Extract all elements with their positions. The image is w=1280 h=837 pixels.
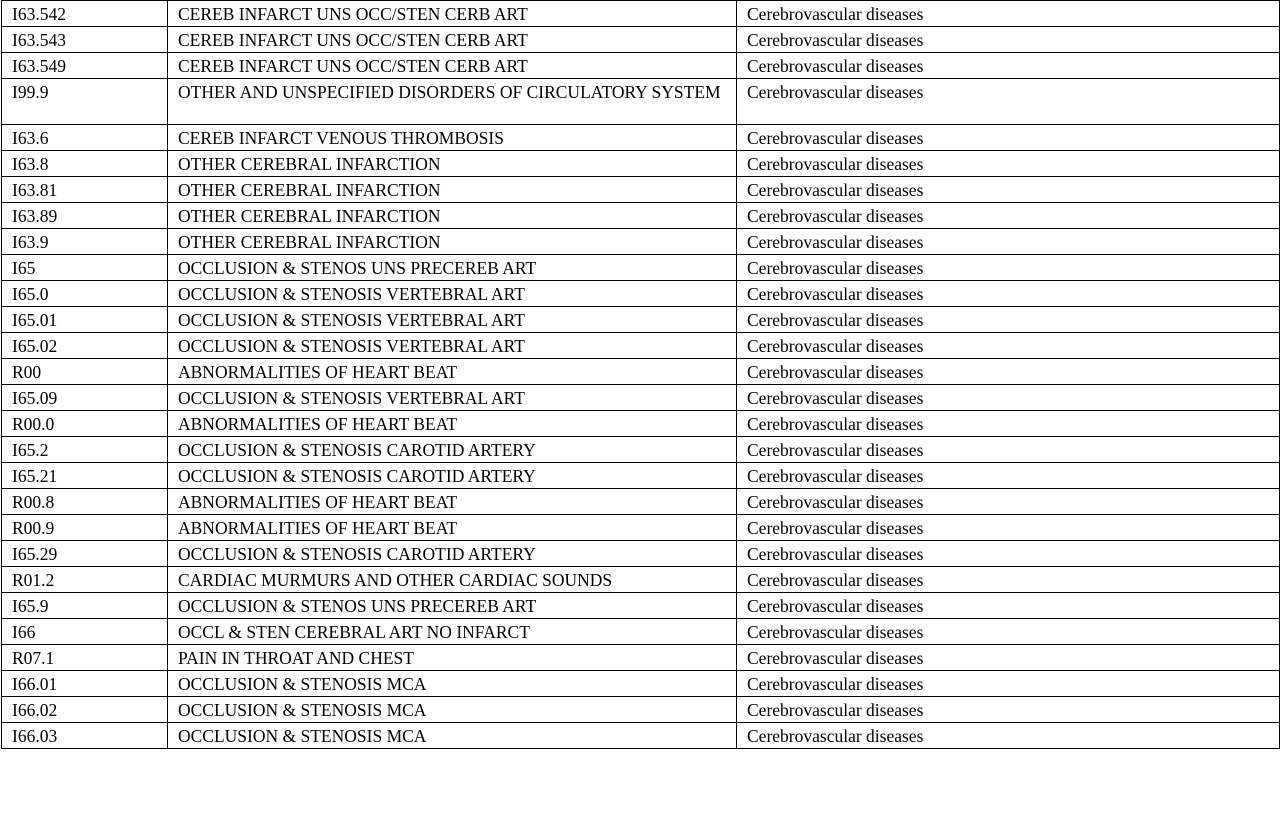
code-cell: R00.8: [2, 489, 168, 515]
category-cell: Cerebrovascular diseases: [737, 437, 1280, 463]
category-cell: Cerebrovascular diseases: [737, 177, 1280, 203]
table-row: [2, 385, 1280, 411]
description-cell: OTHER CEREBRAL INFARCTION: [168, 177, 737, 203]
description-cell: ABNORMALITIES OF HEART BEAT: [168, 359, 737, 385]
category-cell: Cerebrovascular diseases: [737, 203, 1280, 229]
code-cell: I65.09: [2, 385, 168, 411]
description-cell: OCCL & STEN CEREBRAL ART NO INFARCT: [168, 619, 737, 645]
code-cell: I63.8: [2, 151, 168, 177]
code-cell: R07.1: [2, 645, 168, 671]
description-cell: OCCLUSION & STENOSIS VERTEBRAL ART: [168, 307, 737, 333]
table-row: [2, 79, 1280, 125]
code-cell: I65.29: [2, 541, 168, 567]
code-cell: I65.21: [2, 463, 168, 489]
table-row: [2, 359, 1280, 385]
category-cell: Cerebrovascular diseases: [737, 307, 1280, 333]
category-cell: Cerebrovascular diseases: [737, 619, 1280, 645]
table-row: [2, 1, 1280, 27]
table-row: [2, 567, 1280, 593]
category-cell: Cerebrovascular diseases: [737, 697, 1280, 723]
code-cell: I65.2: [2, 437, 168, 463]
code-cell: I63.542: [2, 1, 168, 27]
description-cell: OCCLUSION & STENOSIS VERTEBRAL ART: [168, 385, 737, 411]
table-row: [2, 27, 1280, 53]
description-cell: OCCLUSION & STENOSIS MCA: [168, 671, 737, 697]
table-row: [2, 333, 1280, 359]
category-cell: Cerebrovascular diseases: [737, 229, 1280, 255]
table-row: [2, 489, 1280, 515]
category-cell: Cerebrovascular diseases: [737, 125, 1280, 151]
description-cell: CEREB INFARCT UNS OCC/STEN CERB ART: [168, 27, 737, 53]
description-cell: OCCLUSION & STENOS UNS PRECEREB ART: [168, 255, 737, 281]
table-row: [2, 177, 1280, 203]
category-cell: Cerebrovascular diseases: [737, 333, 1280, 359]
code-cell: R01.2: [2, 567, 168, 593]
description-cell: OTHER CEREBRAL INFARCTION: [168, 203, 737, 229]
category-cell: Cerebrovascular diseases: [737, 645, 1280, 671]
description-cell: OCCLUSION & STENOSIS VERTEBRAL ART: [168, 281, 737, 307]
description-cell: CARDIAC MURMURS AND OTHER CARDIAC SOUNDS: [168, 567, 737, 593]
description-cell: OCCLUSION & STENOSIS CAROTID ARTERY: [168, 437, 737, 463]
description-cell: CEREB INFARCT UNS OCC/STEN CERB ART: [168, 53, 737, 79]
code-cell: I65.9: [2, 593, 168, 619]
table-row: [2, 723, 1280, 749]
description-cell: ABNORMALITIES OF HEART BEAT: [168, 489, 737, 515]
table-row: [2, 255, 1280, 281]
table-row: [2, 619, 1280, 645]
table-row: [2, 593, 1280, 619]
category-cell: Cerebrovascular diseases: [737, 593, 1280, 619]
code-cell: I63.9: [2, 229, 168, 255]
category-cell: Cerebrovascular diseases: [737, 411, 1280, 437]
table-row: [2, 463, 1280, 489]
code-cell: I65.0: [2, 281, 168, 307]
category-cell: Cerebrovascular diseases: [737, 567, 1280, 593]
category-cell: Cerebrovascular diseases: [737, 79, 1280, 125]
code-cell: I65.01: [2, 307, 168, 333]
category-cell: Cerebrovascular diseases: [737, 463, 1280, 489]
description-cell: ABNORMALITIES OF HEART BEAT: [168, 515, 737, 541]
code-cell: R00.9: [2, 515, 168, 541]
description-cell: CEREB INFARCT VENOUS THROMBOSIS: [168, 125, 737, 151]
description-cell: OCCLUSION & STENOS UNS PRECEREB ART: [168, 593, 737, 619]
description-cell: OCCLUSION & STENOSIS VERTEBRAL ART: [168, 333, 737, 359]
description-cell: OTHER AND UNSPECIFIED DISORDERS OF CIRCULATORY SYSTEM: [168, 79, 737, 125]
description-cell: PAIN IN THROAT AND CHEST: [168, 645, 737, 671]
code-cell: R00.0: [2, 411, 168, 437]
description-cell: OCCLUSION & STENOSIS CAROTID ARTERY: [168, 541, 737, 567]
table-row: [2, 541, 1280, 567]
table-row: [2, 437, 1280, 463]
code-cell: I66.03: [2, 723, 168, 749]
table-row: [2, 645, 1280, 671]
code-cell: R00: [2, 359, 168, 385]
code-cell: I66: [2, 619, 168, 645]
description-cell: CEREB INFARCT UNS OCC/STEN CERB ART: [168, 1, 737, 27]
code-cell: I63.89: [2, 203, 168, 229]
category-cell: Cerebrovascular diseases: [737, 151, 1280, 177]
table-row: [2, 307, 1280, 333]
table-row: [2, 53, 1280, 79]
category-cell: Cerebrovascular diseases: [737, 385, 1280, 411]
code-cell: I66.01: [2, 671, 168, 697]
table-row: [2, 515, 1280, 541]
category-cell: Cerebrovascular diseases: [737, 359, 1280, 385]
code-cell: I63.543: [2, 27, 168, 53]
description-cell: OCCLUSION & STENOSIS MCA: [168, 697, 737, 723]
table-row: [2, 151, 1280, 177]
code-cell: I66.02: [2, 697, 168, 723]
table-row: [2, 229, 1280, 255]
category-cell: Cerebrovascular diseases: [737, 27, 1280, 53]
table-row: [2, 411, 1280, 437]
description-cell: OTHER CEREBRAL INFARCTION: [168, 151, 737, 177]
code-cell: I63.549: [2, 53, 168, 79]
description-cell: OCCLUSION & STENOSIS CAROTID ARTERY: [168, 463, 737, 489]
diagnosis-code-table: [1, 0, 1280, 749]
code-cell: I63.6: [2, 125, 168, 151]
table-row: [2, 697, 1280, 723]
code-cell: I99.9: [2, 79, 168, 125]
table-row: [2, 125, 1280, 151]
description-cell: OCCLUSION & STENOSIS MCA: [168, 723, 737, 749]
table-body: [2, 1, 1280, 749]
code-cell: I63.81: [2, 177, 168, 203]
category-cell: Cerebrovascular diseases: [737, 671, 1280, 697]
category-cell: Cerebrovascular diseases: [737, 255, 1280, 281]
category-cell: Cerebrovascular diseases: [737, 1, 1280, 27]
category-cell: Cerebrovascular diseases: [737, 541, 1280, 567]
table-row: [2, 671, 1280, 697]
code-cell: I65: [2, 255, 168, 281]
category-cell: Cerebrovascular diseases: [737, 281, 1280, 307]
category-cell: Cerebrovascular diseases: [737, 53, 1280, 79]
category-cell: Cerebrovascular diseases: [737, 515, 1280, 541]
table-row: [2, 281, 1280, 307]
category-cell: Cerebrovascular diseases: [737, 489, 1280, 515]
description-cell: ABNORMALITIES OF HEART BEAT: [168, 411, 737, 437]
description-cell: OTHER CEREBRAL INFARCTION: [168, 229, 737, 255]
category-cell: Cerebrovascular diseases: [737, 723, 1280, 749]
table-row: [2, 203, 1280, 229]
code-cell: I65.02: [2, 333, 168, 359]
